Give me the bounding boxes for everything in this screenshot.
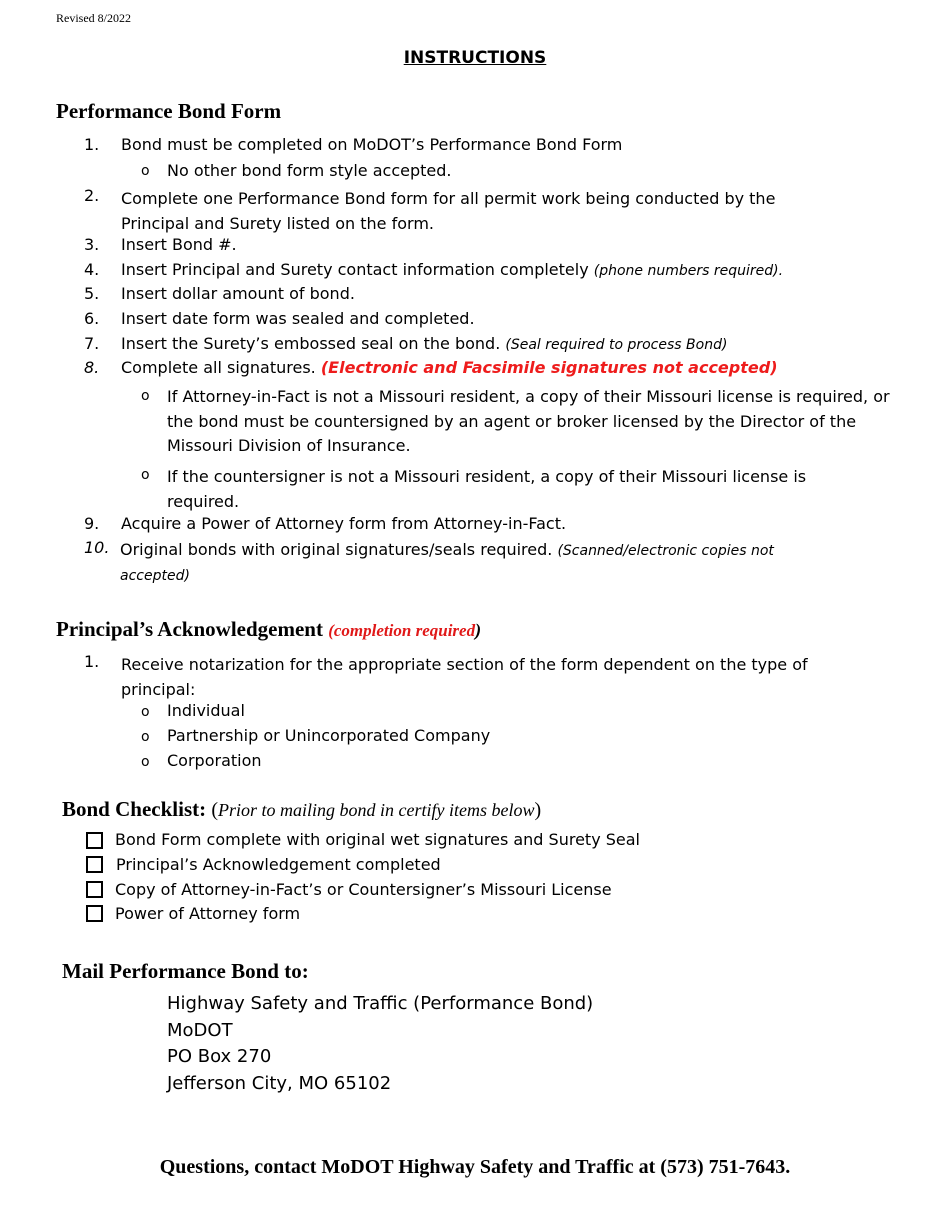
checkbox[interactable]	[86, 856, 103, 873]
item-text: Insert the Surety’s embossed seal on the bond.	[121, 334, 506, 353]
item-text: Bond must be completed on MoDOT’s Performance Bond Form	[121, 135, 623, 154]
item-number: 1.	[84, 135, 100, 154]
item-number: 5.	[84, 284, 100, 303]
item-text: Original bonds with original signatures/seals required.	[120, 540, 558, 559]
address-line: MoDOT	[167, 1020, 233, 1041]
item-number: 9.	[84, 514, 100, 533]
principal-type: Corporation	[167, 751, 262, 770]
checklist-item: Bond Form complete with original wet signatures and Surety Seal	[115, 830, 640, 849]
item-text: Insert Bond #.	[121, 235, 237, 254]
bullet-icon: o	[141, 754, 150, 770]
principal-type: Individual	[167, 701, 245, 720]
paren-open: (	[328, 621, 334, 640]
checkbox[interactable]	[86, 905, 103, 922]
item-note: (Seal required to process Bond)	[505, 337, 728, 353]
bullet-text: If Attorney-in-Fact is not a Missouri resident, a copy of their Missouri license is required, or the bond must be countersigned by an agent or broker licensed by the Director of the Missouri Division of Insurance.	[167, 387, 890, 455]
completion-note: completion required	[333, 621, 476, 640]
item-text: Complete all signatures.	[121, 358, 321, 377]
checklist-note: Prior to mailing bond in certify items below	[218, 800, 535, 820]
bullet-icon: o	[141, 163, 150, 179]
item-text: Insert Principal and Surety contact information completely	[121, 260, 594, 279]
item-line	[121, 358, 778, 377]
paren-close: )	[770, 358, 778, 377]
heading-text: Bond Checklist:	[62, 797, 207, 821]
address-line: Jefferson City, MO 65102	[167, 1073, 392, 1094]
heading-text: Principal’s Acknowledgement	[56, 617, 323, 641]
item-text: Insert dollar amount of bond.	[121, 284, 355, 303]
bullet-icon: o	[141, 467, 150, 483]
item-number: 8.	[84, 358, 100, 377]
checklist-item: Copy of Attorney-in-Fact’s or Countersigner’s Missouri License	[115, 880, 612, 899]
bullet-text: If the countersigner is not a Missouri resident, a copy of their Missouri license is required.	[167, 467, 807, 511]
signature-warning: Electronic and Facsimile signatures not accepted	[328, 358, 771, 377]
revision-date: Revised 8/2022	[56, 11, 131, 25]
principal-type: Partnership or Unincorporated Company	[167, 726, 491, 745]
contact-footer: Questions, contact MoDOT Highway Safety and Traffic at (573) 751-7643.	[159, 1156, 791, 1178]
item-text: Insert date form was sealed and completed.	[121, 309, 475, 328]
checkbox[interactable]	[86, 881, 103, 898]
item-number: 6.	[84, 309, 100, 328]
item-number: 7.	[84, 334, 100, 353]
item-number: 3.	[84, 235, 100, 254]
checklist-item: Principal’s Acknowledgement completed	[116, 855, 441, 874]
item-note: (Scanned/electronic copies not accepted)	[120, 543, 774, 584]
bullet-text: No other bond form style accepted.	[167, 161, 452, 180]
item-note: (phone numbers required).	[593, 263, 784, 279]
item-line	[121, 334, 727, 353]
item-number: 10.	[84, 538, 110, 557]
item-number: 2.	[84, 186, 100, 205]
bullet-icon: o	[141, 388, 150, 404]
performance-heading: Performance Bond Form	[56, 99, 282, 123]
checkbox[interactable]	[86, 832, 103, 849]
item-line	[120, 538, 820, 588]
item-line	[121, 260, 783, 279]
item-text: Acquire a Power of Attorney form from Attorney-in-Fact.	[121, 514, 567, 533]
checklist-heading	[62, 797, 541, 822]
address-line: PO Box 270	[167, 1046, 272, 1067]
checklist-item: Power of Attorney form	[115, 904, 301, 923]
paren-close: )	[475, 620, 482, 640]
acknowledgement-heading	[56, 617, 481, 642]
paren-open: (	[320, 358, 329, 377]
bullet-icon: o	[141, 729, 150, 745]
item-number: 1.	[84, 652, 100, 671]
item-number: 4.	[84, 260, 100, 279]
paren-open: (	[211, 799, 219, 821]
item-text: Complete one Performance Bond form for all permit work being conducted by the Principal and Surety listed on the form.	[121, 189, 776, 233]
item-text: Receive notarization for the appropriate section of the form dependent on the type of principal:	[121, 655, 808, 699]
page-title: INSTRUCTIONS	[403, 48, 547, 68]
bullet-icon: o	[141, 704, 150, 720]
paren-close: )	[534, 799, 542, 821]
address-line: Highway Safety and Traffic (Performance Bond)	[167, 993, 594, 1014]
mail-heading: Mail Performance Bond to:	[62, 959, 309, 983]
